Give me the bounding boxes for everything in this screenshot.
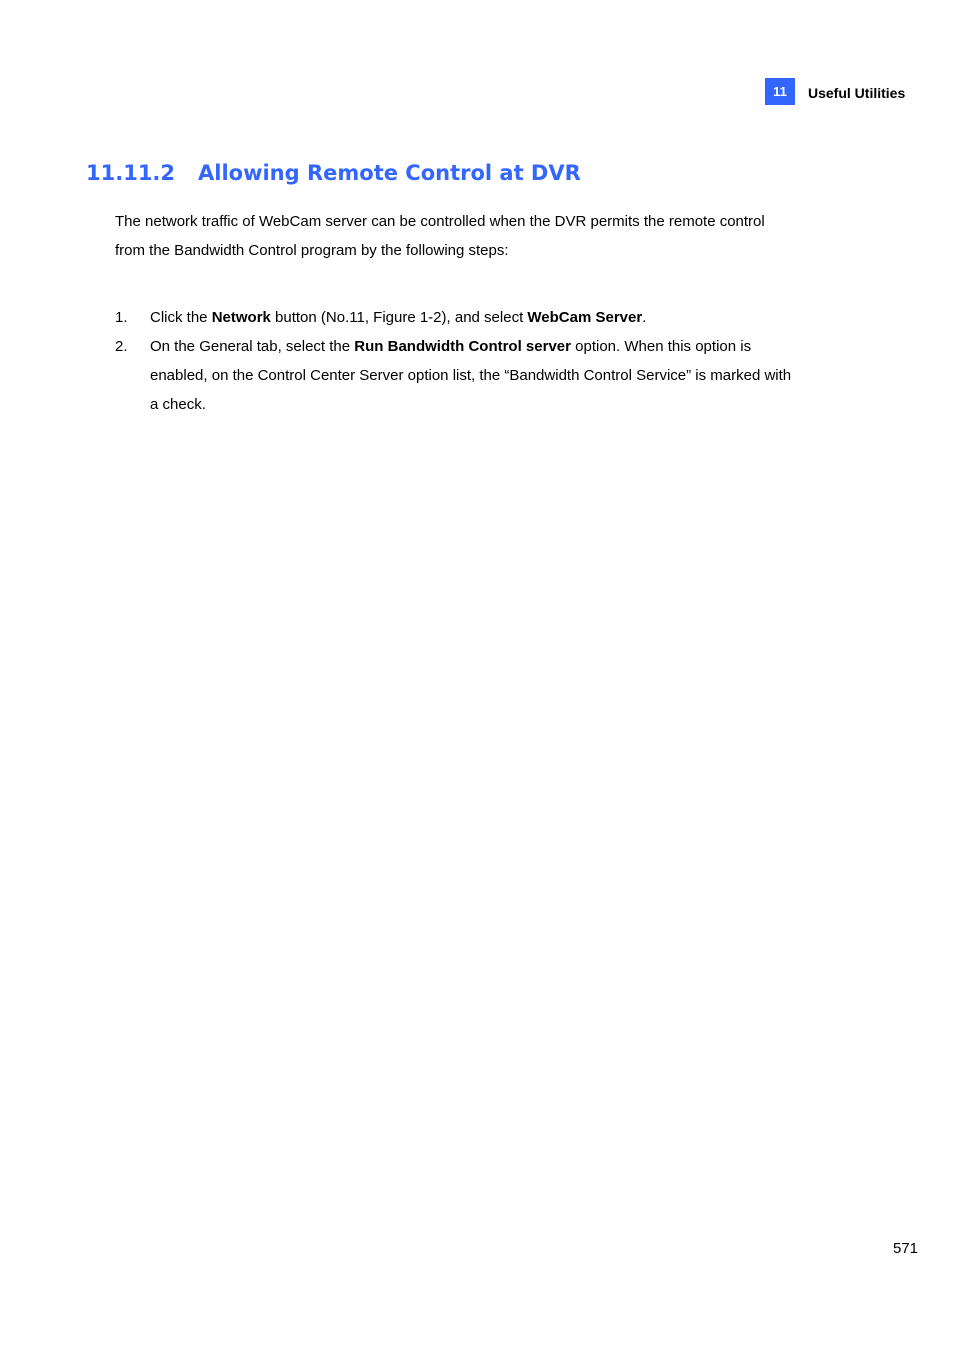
step-text: . [642, 309, 647, 326]
step-text-line-3: a check. [150, 396, 206, 413]
chapter-title: Useful Utilities [808, 85, 906, 101]
step-text: option. When this option is [570, 338, 752, 355]
step-text-line-2: enabled, on the Control Center Server option list, the “Bandwidth Control Service” is marked with [150, 367, 792, 384]
step-item-1 [115, 303, 845, 332]
step-text: On the General tab, select the [150, 338, 355, 355]
step-number: 1. [115, 309, 128, 326]
chapter-number-badge: 11 [765, 78, 795, 105]
step-text: Click the [150, 309, 212, 326]
step-text: button (No.11, Figure 1-2), and select [270, 309, 528, 326]
intro-paragraph [115, 207, 840, 265]
intro-line-2: from the Bandwidth Control program by the following steps: [115, 242, 509, 259]
step-item-2 [115, 332, 845, 419]
step-bold-webcam-server: WebCam Server [527, 309, 643, 326]
intro-line-1: The network traffic of WebCam server can be controlled when the DVR permits the remote control [115, 213, 765, 230]
step-bold-network: Network [211, 309, 271, 326]
step-bold-run-bandwidth-control-server: Run Bandwidth Control server [354, 338, 571, 355]
section-heading [86, 158, 581, 188]
step-number: 2. [115, 338, 128, 355]
steps-list [115, 303, 845, 419]
section-title: Allowing Remote Control at DVR [198, 161, 581, 185]
section-number: 11.11.2 [86, 161, 176, 185]
page-number: 571 [893, 1240, 919, 1257]
